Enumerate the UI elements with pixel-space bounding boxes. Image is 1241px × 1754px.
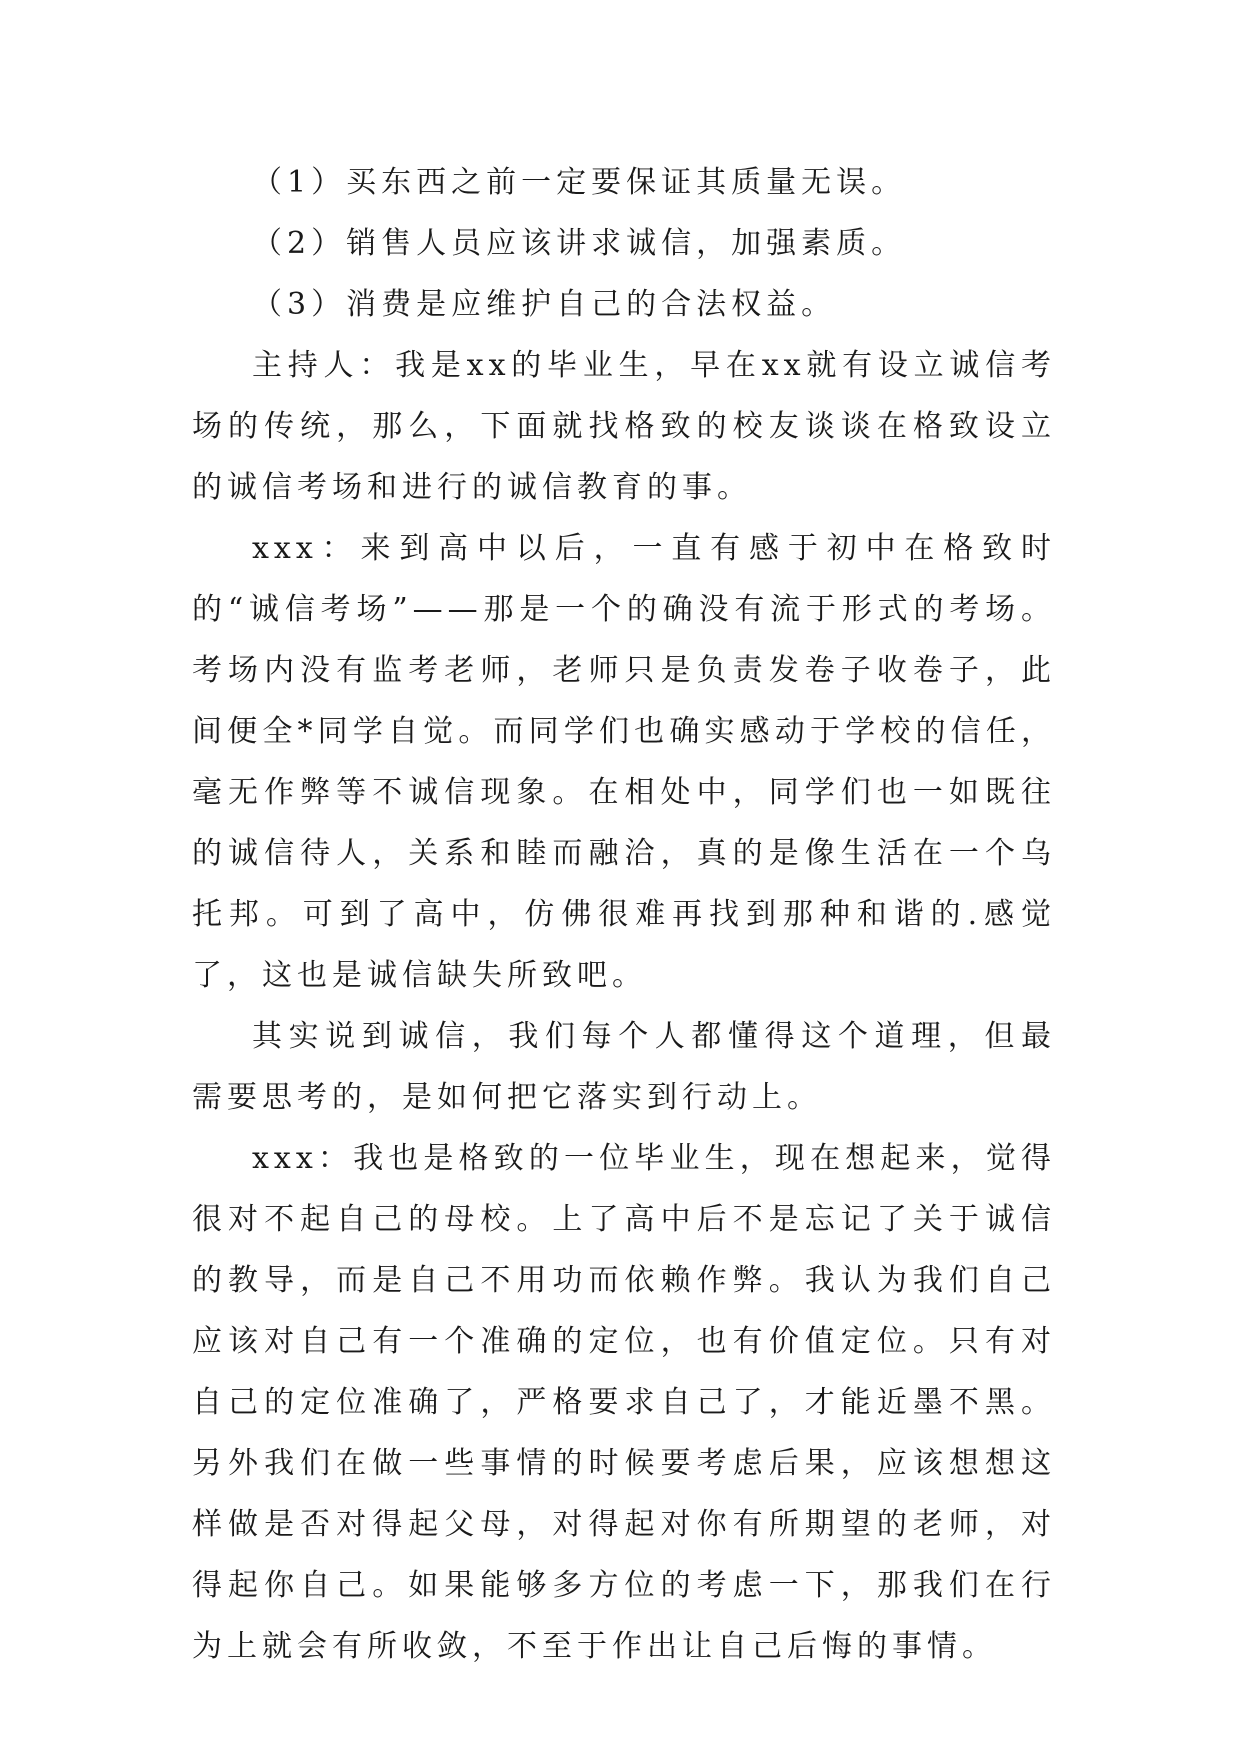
host-paragraph: 主持人：我是xx的毕业生，早在xx就有设立诚信考场的传统，那么，下面就找格致的校友谈谈在格致设立的诚信考场和进行的诚信教育的事。 bbox=[192, 348, 1056, 505]
document-page bbox=[192, 152, 1056, 1677]
list-item-1: （1）买东西之前一定要保证其质量无误。 bbox=[252, 165, 907, 200]
reflection-paragraph: 其实说到诚信，我们每个人都懂得这个道理，但最需要思考的，是如何把它落实到行动上。 bbox=[192, 1019, 1056, 1115]
list-item-2: （2）销售人员应该讲求诚信，加强素质。 bbox=[252, 226, 907, 261]
alumnus-paragraph-2: xxx：我也是格致的一位毕业生，现在想起来，觉得很对不起自己的母校。上了高中后不是忘记了关于诚信的教导，而是自己不用功而依赖作弊。我认为我们自己应该对自己有一个准确的定位，也有价值定位。只有对自己的定位准确了，严格要求自己了，才能近墨不黑。另外我们在做一些事情的时候要考虑后果，应该想想这样做是否对得起父母，对得起对你有所期望的老师，对得起你自己。如果能够多方位的考虑一下，那我们在行为上就会有所收敛，不至于作出让自己后悔的事情。 bbox=[192, 1141, 1056, 1664]
list-item-3: （3）消费是应维护自己的合法权益。 bbox=[252, 287, 837, 322]
alumnus-paragraph-1: xxx：来到高中以后，一直有感于初中在格致时的“诚信考场”——那是一个的确没有流于形式的考场。考场内没有监考老师，老师只是负责发卷子收卷子，此间便全*同学自觉。而同学们也确实感动于学校的信任，毫无作弊等不诚信现象。在相处中，同学们也一如既往的诚信待人，关系和睦而融洽，真的是像生活在一个乌托邦。可到了高中，仿佛很难再找到那种和谐的.感觉了，这也是诚信缺失所致吧。 bbox=[192, 531, 1056, 993]
